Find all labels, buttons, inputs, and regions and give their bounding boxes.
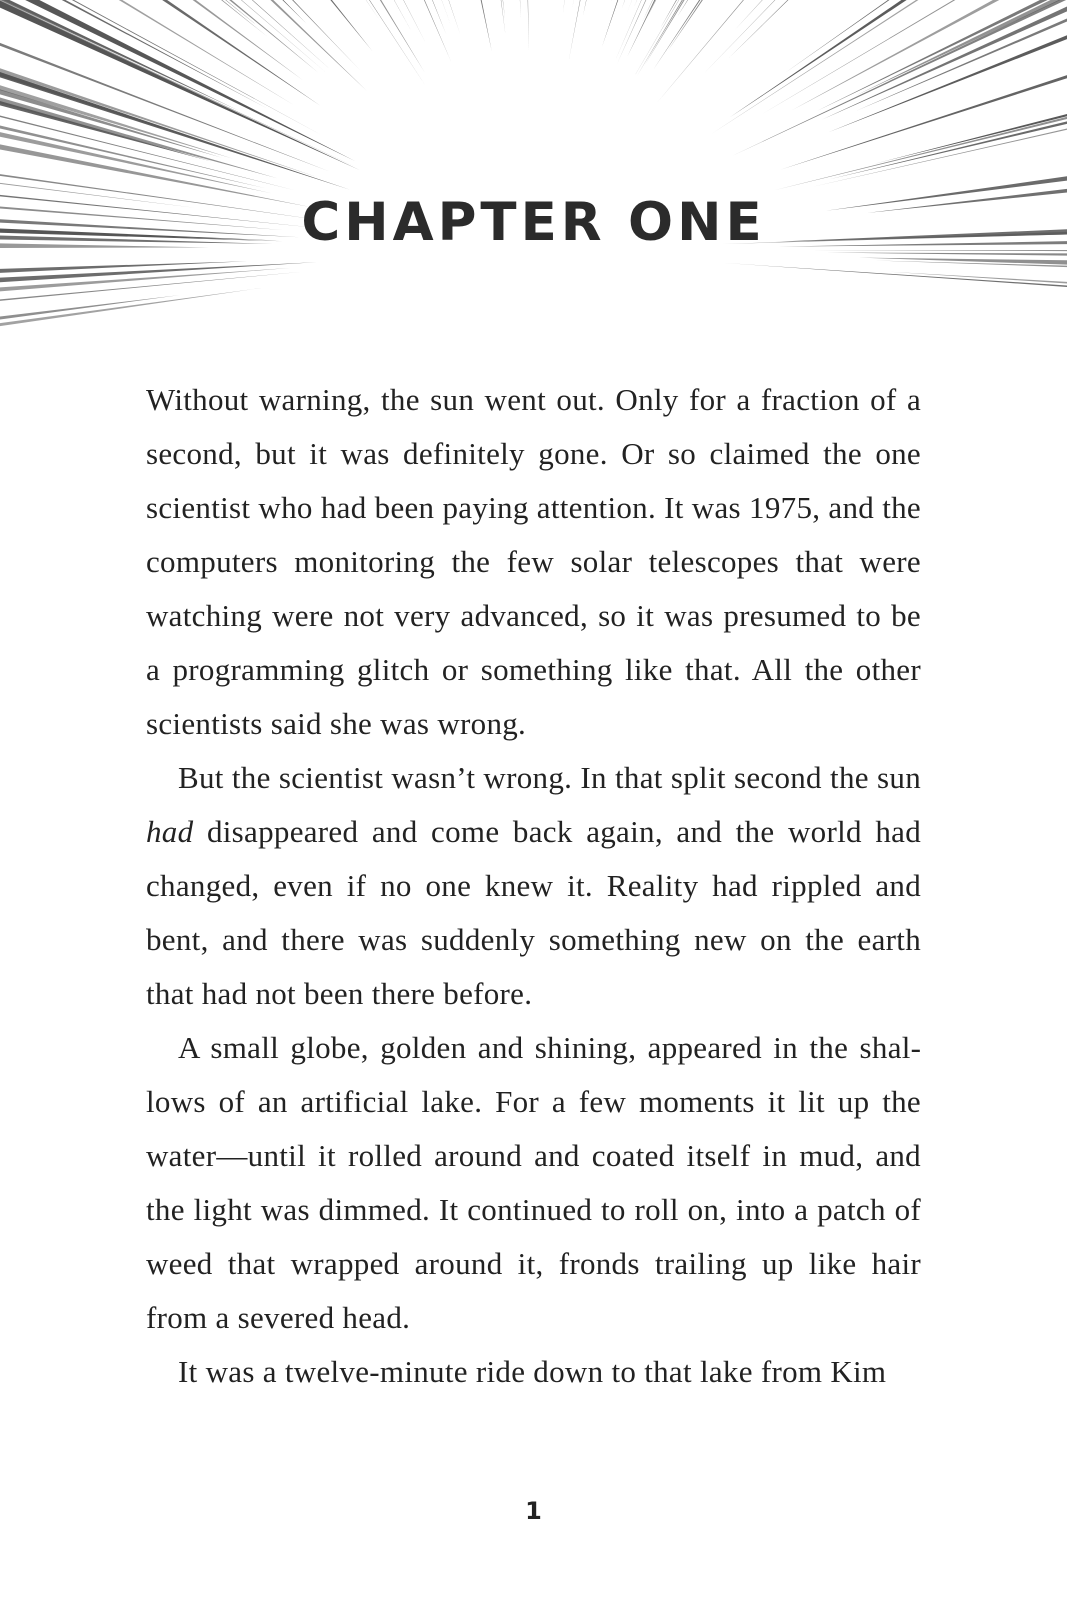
- speed-line: [171, 0, 451, 62]
- speed-line: [634, 0, 882, 7]
- speed-line: [728, 0, 1067, 58]
- chapter-title: CHAPTER ONE: [301, 192, 766, 253]
- speed-line: [629, 0, 987, 85]
- speed-line: [512, 0, 529, 51]
- speed-line: [668, 0, 1042, 51]
- speed-line: [344, 0, 481, 1]
- speed-line: [615, 0, 892, 60]
- speed-line: [627, 0, 933, 57]
- speed-line: [661, 0, 986, 28]
- paragraph-4: It was a twelve-minute ride down to that lake from Kim: [178, 1354, 887, 1389]
- speed-line: [642, 0, 924, 22]
- speed-line: [703, 0, 1067, 74]
- speed-line: [0, 288, 263, 330]
- speed-line: [483, 0, 521, 18]
- speed-line: [657, 0, 1067, 103]
- speed-line: [732, 0, 1067, 156]
- speed-line: [645, 0, 1003, 65]
- speed-lines-group: [0, 0, 1067, 330]
- speed-line: [811, 250, 1067, 252]
- paragraph-2-text-end: disappeared and come back again, and the world had changed, even if no one knew it. Reality had rippled and bent, and there was suddenly something new on the earth that had not been there before.: [146, 814, 921, 1011]
- paragraph-1: Without warning, the sun went out. Only for a fraction of a second, but it was definitely gone. Or so claimed the one scientist who had been paying attention. It was 1975, and the computers monitoring the few solar telescopes that were watching were not very advanced, so it was presumed to be a programming glitch or something like that. All the other scientists said she was wrong.: [146, 382, 921, 741]
- speed-line: [583, 0, 726, 15]
- speed-line: [622, 0, 848, 8]
- speed-line: [627, 0, 866, 13]
- speed-line: [828, 0, 1067, 132]
- speed-line: [573, 0, 680, 7]
- speed-line: [781, 0, 1067, 170]
- chapter-body-text: [146, 373, 921, 1399]
- speed-line: [117, 0, 426, 44]
- speed-line: [0, 0, 239, 111]
- speed-line: [0, 272, 302, 330]
- speed-line: [0, 0, 303, 80]
- speed-line: [890, 272, 1067, 308]
- speed-line: [678, 0, 1012, 16]
- speed-lines-decoration: [0, 0, 1067, 330]
- speed-line: [735, 0, 1067, 30]
- page-number: 1: [525, 1497, 542, 1525]
- speed-line: [415, 0, 506, 35]
- speed-line: [344, 0, 492, 51]
- speed-line: [602, 0, 827, 47]
- speed-line: [829, 38, 1067, 179]
- speed-line: [0, 74, 311, 207]
- speed-line: [569, 0, 703, 59]
- paragraph-2-emphasis: had: [146, 814, 194, 849]
- paragraph-2-text-start: But the scientist wasn’t wrong. In that split second the sun: [178, 760, 921, 795]
- speed-line: [723, 263, 1067, 313]
- speed-line: [822, 0, 1067, 120]
- speed-line: [95, 0, 412, 32]
- paragraph-2: [146, 751, 921, 1021]
- speed-line: [420, 0, 505, 19]
- paragraph-3: A small globe, golden and shining, appeared in the shallows of an artificial lake. For a few moments it lit up the water—until it rolled around and coated itself in mud, and the light was dimmed. It continued to roll on, into a patch of weed that wrapped around it, fronds trailing up like hair from a severed head.: [146, 1030, 921, 1335]
